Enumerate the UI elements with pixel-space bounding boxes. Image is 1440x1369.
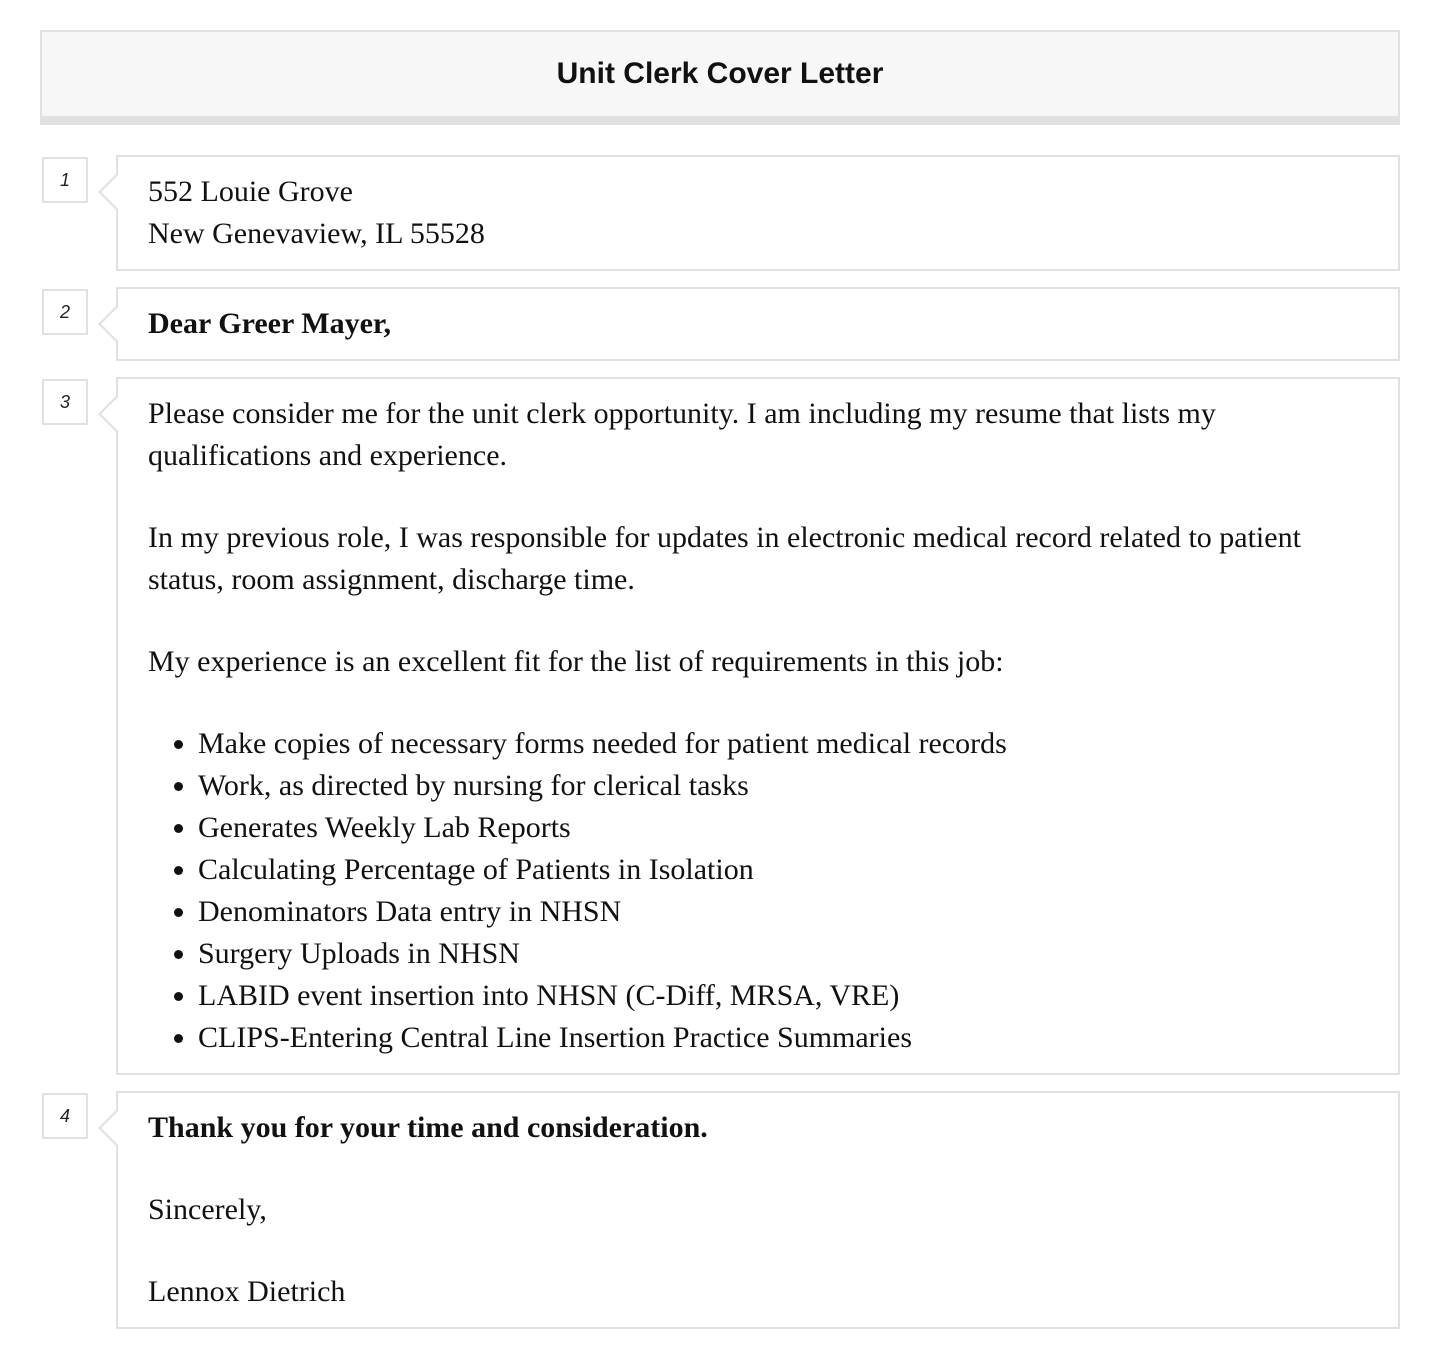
requirement-item: • Generates Weekly Lab Reports bbox=[198, 807, 1368, 849]
requirement-item: • Surgery Uploads in NHSN bbox=[198, 933, 1368, 975]
requirement-item: • Calculating Percentage of Patients in Isolation bbox=[198, 849, 1368, 891]
requirement-item: • Denominators Data entry in NHSN bbox=[198, 891, 1368, 933]
requirement-item: • LABID event insertion into NHSN (C-Diff, MRSA, VRE) bbox=[198, 975, 1368, 1017]
section-number: 2 bbox=[42, 289, 88, 335]
intro-paragraph: Please consider me for the unit clerk opportunity. I am including my resume that lists my qualifications and experience. bbox=[148, 397, 1216, 472]
requirements-list bbox=[148, 723, 1368, 1059]
thanks-line: Thank you for your time and consideration. bbox=[148, 1111, 708, 1144]
salutation: Dear Greer Mayer, bbox=[148, 307, 391, 340]
section-number: 3 bbox=[42, 379, 88, 425]
closing-line: Sincerely, bbox=[148, 1193, 267, 1226]
requirement-item: • Work, as directed by nursing for clerical tasks bbox=[198, 765, 1368, 807]
body-box bbox=[116, 377, 1400, 1075]
previous-role-paragraph: In my previous role, I was responsible for updates in electronic medical record related to patient status, room assignment, discharge time. bbox=[148, 521, 1301, 596]
section-number: 4 bbox=[42, 1093, 88, 1139]
page-title: Unit Clerk Cover Letter bbox=[556, 57, 884, 90]
closing-box bbox=[116, 1091, 1400, 1329]
signature: Lennox Dietrich bbox=[148, 1275, 346, 1308]
address-line-2: New Genevaview, IL 55528 bbox=[148, 217, 485, 250]
fit-statement: My experience is an excellent fit for the list of requirements in this job: bbox=[148, 645, 1004, 678]
address-line-1: 552 Louie Grove bbox=[148, 175, 353, 208]
requirement-item: • Make copies of necessary forms needed for patient medical records bbox=[198, 723, 1368, 765]
section-number: 1 bbox=[42, 157, 88, 203]
salutation-box bbox=[116, 287, 1400, 361]
requirement-item: • CLIPS-Entering Central Line Insertion Practice Summaries bbox=[198, 1017, 1368, 1059]
address-box bbox=[116, 155, 1400, 271]
page-header bbox=[40, 30, 1400, 125]
